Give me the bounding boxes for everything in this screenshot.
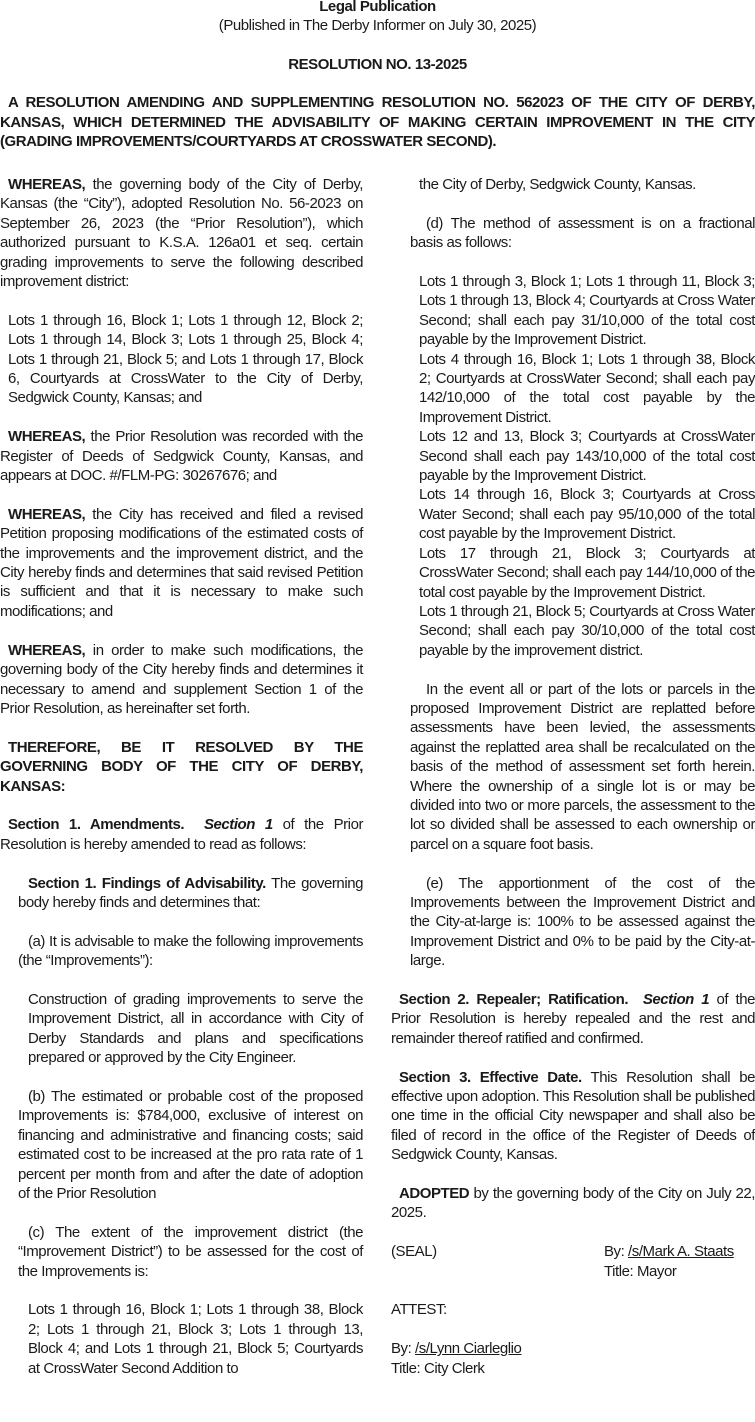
clerk-title: Title: City Clerk <box>391 1359 485 1377</box>
paragraph-text: in order to make such modifications, the governing body of the City hereby finds and determines it necessary to amend and supplement Section 1 of the Prior Resolution, as hereinafter set forth. <box>0 641 363 717</box>
mayor-title: Title: Mayor <box>604 1262 677 1280</box>
district-description: Lots 1 through 16, Block 1; Lots 1 through 12, Block 2; Lots 1 through 14, Block 3; Lots 1 through 25, Block 4; Lots 1 through 21, Block 5; and Lots 1 through 17, Block 6, Courtyards at CrossWater to the City of Derby, Sedgwick County, Kansas; and <box>8 311 363 407</box>
whereas-lead: WHEREAS, <box>8 428 86 446</box>
clause-c: (c) The extent of the improvement district (the “Improvement District”) to be assessed for the cost of the Improvements is: <box>18 1223 363 1280</box>
whereas-lead: WHEREAS, <box>8 641 86 659</box>
therefore-clause: THEREFORE, BE IT RESOLVED BY THE GOVERNING BODY OF THE CITY OF DERBY, KANSAS: <box>0 738 363 795</box>
improvement-district-lots: Lots 1 through 16, Block 1; Lots 1 through 38, Block 2; Lots 1 through 21, Block 3; Lots 1 through 13, Block 4; and Lots 1 through 21, Block 5; Courtyards at CrossWater Second Addition to <box>28 1301 363 1377</box>
by-label: By: <box>391 1340 416 1358</box>
clause-a: (a) It is advisable to make the following improvements (the “Improvements”): <box>18 932 363 970</box>
assessment-item: Lots 1 through 21, Block 5; Courtyards at Cross Water Second; shall each pay 30/10,000 of the total cost payable by the improvement district. <box>419 602 755 659</box>
whereas-paragraph <box>0 175 363 291</box>
by-label: By: <box>604 1243 629 1261</box>
construction-description: Construction of grading improvements to serve the Improvement District, all in accordance with City of Derby Standards and plans and specifications prepared or approved by the City Engineer. <box>28 990 363 1067</box>
clause-d: (d) The method of assessment is on a fractional basis as follows: <box>410 214 755 252</box>
paragraph-text: of the Prior Resolution is hereby repealed and the rest and remainder thereof ratified and confirmed. <box>391 990 755 1047</box>
whereas-paragraph <box>0 427 363 485</box>
clause-b: (b) The estimated or probable cost of the proposed Improvements is: $784,000, exclusive of interest on financing and administrative and financing costs; said estimated cost to be increased at the pro rata rate of 1 percent per month from and after the date of adoption of the Prior Resolution <box>18 1087 363 1202</box>
paragraph-text: by the governing body of the City on July 22, 2025. <box>391 1185 755 1222</box>
replat-paragraph: In the event all or part of the lots or parcels in the proposed Improvement District are replatted before assessments have been levied, the assessments against the replatted area shall be recalculated on the basis of the method of assessment set forth herein. Where the ownership of a single lot is or may be divided into two or more parcels, the assessment to the lot so divided shall be assessed to each ownership or parcel on a square foot basis. <box>410 680 755 853</box>
whereas-paragraph <box>0 641 363 719</box>
findings-paragraph <box>18 874 363 913</box>
section-lead: Section 1. Amendments. <box>8 816 185 834</box>
paragraph-text: The governing body hereby finds and determines that: <box>18 874 363 911</box>
right-column <box>391 175 755 1378</box>
section-lead: Section 2. Repealer; Ratification. <box>399 990 629 1008</box>
section-lead: Section 3. Effective Date. <box>399 1068 582 1086</box>
assessment-item: Lots 1 through 3, Block 1; Lots 1 through 11, Block 3; Lots 1 through 13, Block 4; Courtyards at Cross Water Second; shall each pay 31/10,000 of the total cost payable by the Improvement District. <box>419 273 755 349</box>
whereas-paragraph <box>0 505 363 621</box>
left-column <box>0 175 363 1397</box>
assessment-item: Lots 12 and 13, Block 3; Courtyards at CrossWater Second shall each pay 143/10,000 of the total cost payable by the Improvement District. <box>419 428 755 485</box>
clerk-signature <box>391 1339 755 1378</box>
improvement-district-lots-continued: the City of Derby, Sedgwick County, Kansas. <box>419 176 696 193</box>
resolution-title: A RESOLUTION AMENDING AND SUPPLEMENTING RESOLUTION NO. 562023 OF THE CITY OF DERBY, KANSAS, WHICH DETERMINED THE ADVISABILITY OF MAKING CERTAIN IMPROVEMENT IN THE CITY (GRADING IMPROVEMENTS/COURTYARDS AT CROSSWATER SECOND). <box>0 94 755 151</box>
section-1-amendments <box>0 815 363 854</box>
assessment-item: Lots 4 through 16, Block 1; Lots 1 through 38, Block 2; Courtyards at CrossWater Second; shall each pay 142/10,000 of the total cost payable by the Improvement District. <box>419 350 755 426</box>
whereas-lead: WHEREAS, <box>8 176 86 193</box>
clerk-signature-name: /s/Lynn Ciarleglio <box>415 1340 522 1358</box>
section-lead: Section 1. Findings of Advisability. <box>28 874 266 892</box>
whereas-lead: WHEREAS, <box>8 505 86 523</box>
attest-label: ATTEST: <box>391 1301 447 1319</box>
paragraph-text: the Prior Resolution was recorded with the Register of Deeds of Sedgwick County, Kansas, and appears at DOC. #/FLM-PG: 30267676; and <box>0 428 363 485</box>
paragraph-text: the governing body of the City of Derby, Kansas (the “City”), adopted Resolution No. 56-2023 on September 26, 2023 (the “Prior Resolution”), which authorized pursuant to K.S.A. 126a01 et seq. certain grading improvements to serve the following described improvement district: <box>0 176 363 291</box>
resolution-number: RESOLUTION NO. 13-2025 <box>288 55 467 73</box>
mayor-signature <box>604 1242 734 1281</box>
publication-label: Legal Publication <box>319 0 436 15</box>
assessment-item: Lots 14 through 16, Block 3; Courtyards at Cross Water Second; shall each pay 95/10,000 of the total cost payable by the Improvement District. <box>419 486 755 543</box>
assessment-item: Lots 17 through 21, Block 3; Courtyards at CrossWater Second; shall each pay 144/10,000 of the total cost payable by the Improvement District. <box>419 544 755 601</box>
document-header <box>0 0 755 74</box>
section-3-effective-date <box>391 1068 755 1165</box>
section-ref: Section 1 <box>203 816 273 834</box>
clause-e: (e) The apportionment of the cost of the Improvements between the Improvement District and the City-at-large is: 100% to be assessed against the Improvement District and 0% to be paid by the City-at-large. <box>410 874 755 970</box>
mayor-signature-block <box>391 1242 755 1281</box>
paragraph-text: of the Prior Resolution is hereby amended to read as follows: <box>0 816 364 853</box>
adopted-paragraph <box>391 1184 755 1223</box>
mayor-signature-name: /s/Mark A. Staats <box>628 1243 734 1261</box>
section-2-repealer <box>391 990 755 1048</box>
assessment-list <box>419 272 755 660</box>
paragraph-text: This Resolution shall be effective upon adoption. This Resolution shall be published one time in the official City newspaper and shall also be filed of record in the office of the Register of Deeds of Sedgwick County, Kansas. <box>391 1068 755 1164</box>
publication-date: (Published in The Derby Informer on July 30, 2025) <box>218 17 537 35</box>
seal-label: (SEAL) <box>391 1243 437 1261</box>
adopted-lead: ADOPTED <box>399 1185 470 1203</box>
paragraph-text: the City has received and filed a revised Petition proposing modifications of the estimated costs of the improvements and the improvement district, and the City hereby finds and determines that said revised Petition is sufficient and that it is necessary to make such modifications; and <box>0 505 363 620</box>
section-ref: Section 1 <box>642 990 710 1008</box>
